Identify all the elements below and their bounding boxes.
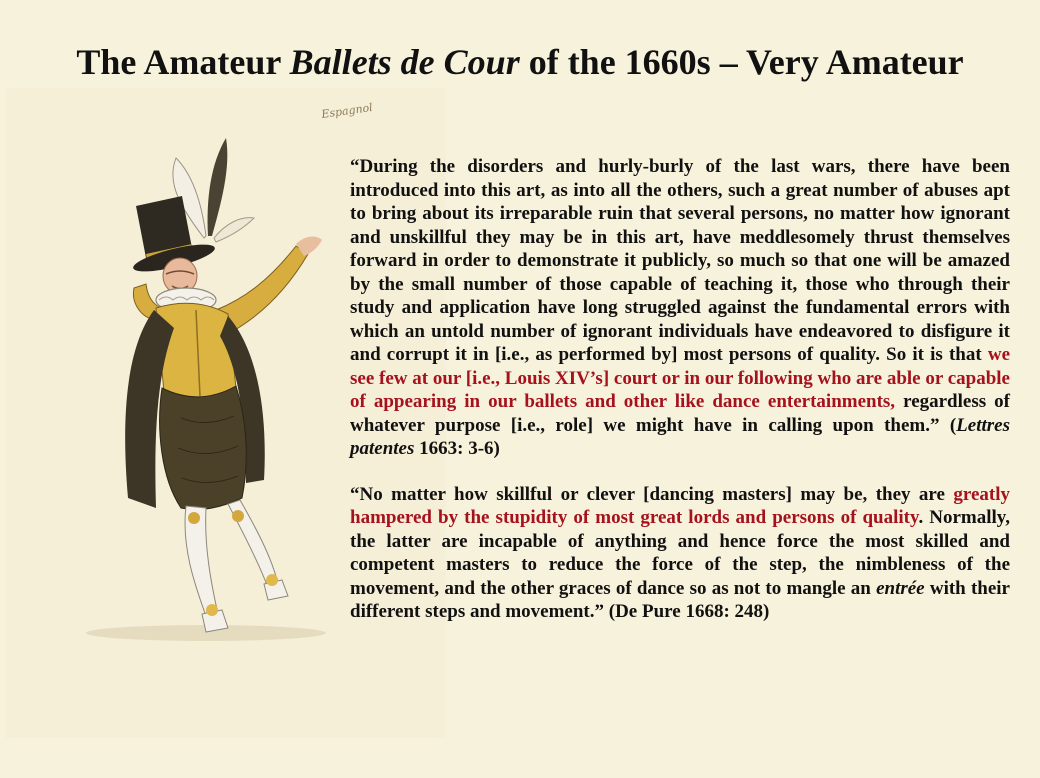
title-part-1: The Amateur bbox=[76, 42, 290, 82]
right-garter bbox=[232, 510, 244, 522]
title-italic-part: Ballets de Cour bbox=[289, 42, 520, 82]
quote2-text-3: with their different steps and movement.” (De Pure 1668: 248) bbox=[350, 577, 1010, 622]
quote1-text-2: regardless of whatever purpose [i.e., role] we might have in calling upon them.” ( bbox=[350, 391, 1010, 436]
left-shoe-bow bbox=[206, 604, 218, 616]
quote1-text-3: 1663: 3-6) bbox=[414, 438, 500, 459]
side-plume bbox=[214, 218, 254, 242]
quote-lettres-patentes bbox=[350, 155, 1010, 461]
illustration-caption: Espagnol bbox=[320, 100, 374, 121]
left-leg bbox=[185, 506, 218, 616]
dark-plume bbox=[208, 138, 228, 236]
quote-text-area bbox=[350, 155, 1010, 624]
right-shoe-bow bbox=[266, 574, 278, 586]
quote1-highlight: we see few at our [i.e., Louis XIV’s] court or in our following who are able or capable of appearing in our ballets and other like dance entertainments, bbox=[350, 344, 1010, 412]
left-garter bbox=[188, 512, 200, 524]
quote2-highlight: greatly hampered by the stupidity of most great lords and persons of quality bbox=[350, 483, 1010, 528]
title-part-3: of the 1660s – Very Amateur bbox=[519, 42, 964, 82]
quote2-text-2: . Normally, the latter are incapable of anything and hence force the most skilled and competent masters to reduce the force of the step, the nimbleness of the movement, and the other graces of dance so as not to mangle an bbox=[350, 507, 1010, 599]
quote1-text-1: “During the disorders and hurly-burly of the last wars, there have been introduced into this art, as into all the others, such a great number of abuses apt to bring about its irreparable ruin that several persons, no matter how ignorant and unskillful they may be in this art, have meddlesomely thrust themselves forward in order to demonstrate it publicly, so much so that one will be amazed by the small number of those capable of teaching it, those who through their study and application have long struggled against the fundamental errors with which an untold number of ignorant individuals have endeavored to disfigure it and corrupt it in [i.e., as performed by] most persons of quality. So it is that bbox=[350, 156, 1010, 365]
quote2-text-1: “No matter how skillful or clever [dancing masters] may be, they are bbox=[350, 483, 954, 505]
quote2-italic-term: entrée bbox=[876, 577, 925, 599]
slide-title bbox=[0, 40, 1040, 84]
quote1-citation-italic: Lettres patentes bbox=[350, 414, 1010, 459]
quote-de-pure bbox=[350, 483, 1010, 624]
